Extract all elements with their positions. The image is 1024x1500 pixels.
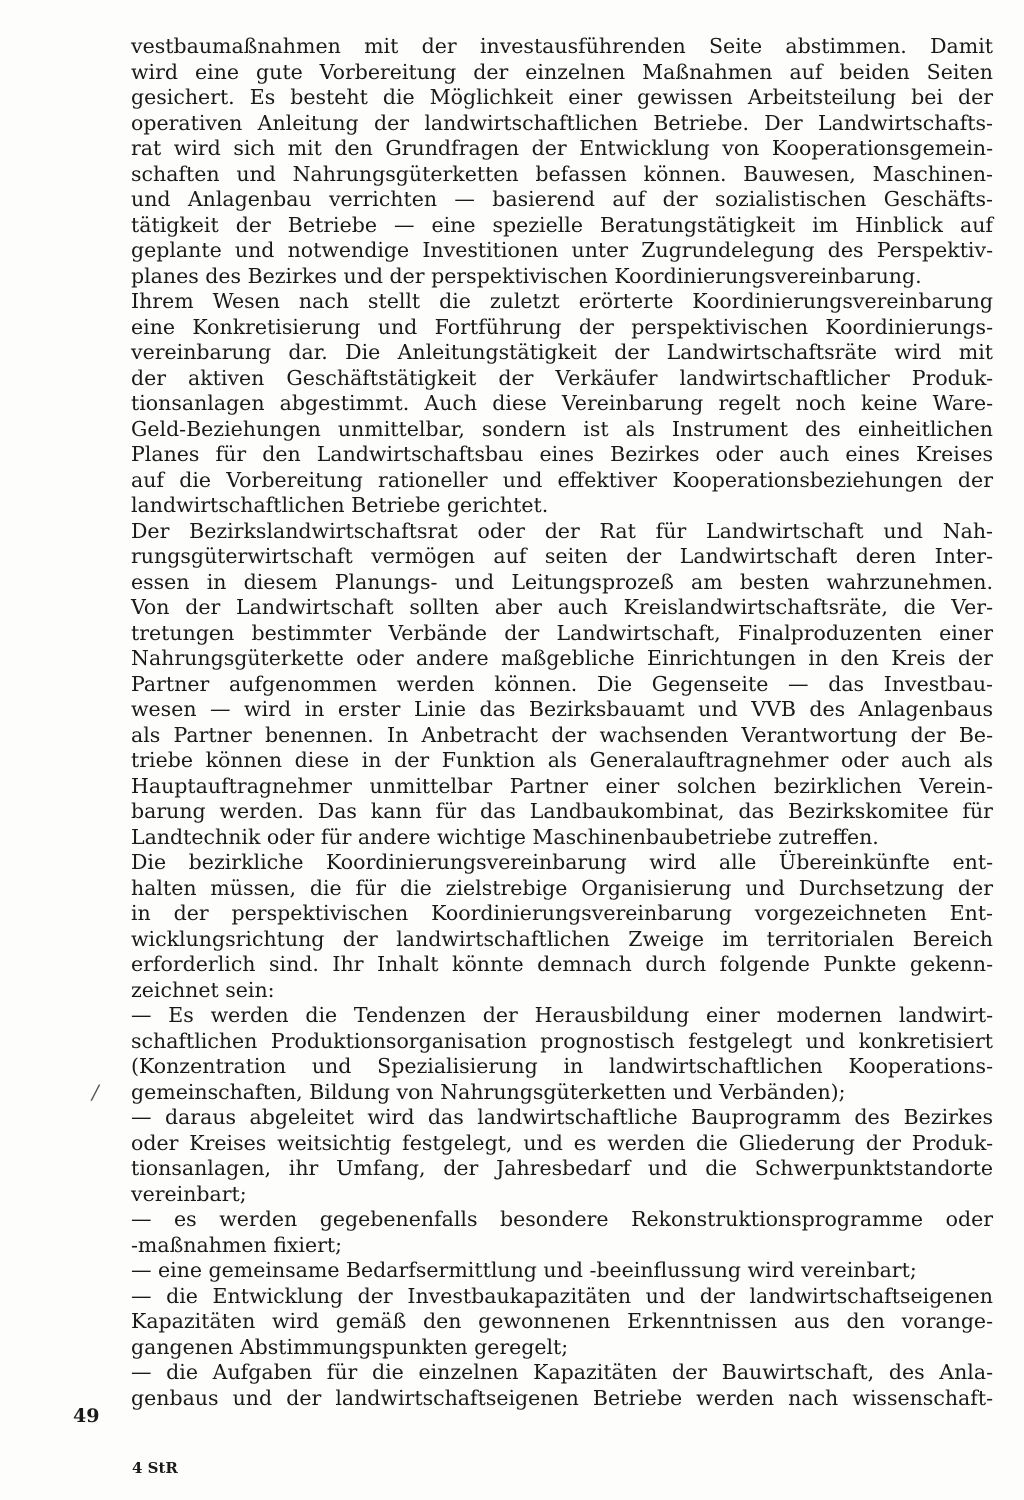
text-line: schaften und Nahrungsgüterketten befassen können. Bauwesen, Maschinen- [131, 161, 993, 186]
text-line: rungsgüterwirtschaft vermögen auf seiten der Landwirtschaft deren Inter- [131, 544, 993, 568]
text-line: tionsanlagen abgestimmt. Auch diese Vereinbarung regelt noch keine Ware- [131, 391, 993, 415]
text-line: zeichnet sein: [131, 977, 275, 1002]
text-line: eine Konkretisierung und Fortführung der perspektivischen Koordinierungs- [131, 314, 993, 339]
text-line: (Konzentration und Spezialisierung in landwirtschaftlichen Kooperations- [131, 1054, 993, 1078]
text-line: wicklungsrichtung der landwirtschaftlichen Zweige im territorialen Bereich [131, 926, 993, 951]
text-line: — die Entwicklung der Investbaukapazitäten und der landwirtschaftseigenen [131, 1283, 993, 1308]
text-line: geplante und notwendige Investitionen unter Zugrundelegung des Perspektiv- [131, 238, 993, 262]
text-line: — die Aufgaben für die einzelnen Kapazitäten der Bauwirtschaft, des Anla- [131, 1360, 993, 1384]
text-line: — daraus abgeleitet wird das landwirtschaftliche Bauprogramm des Bezirkes [131, 1105, 993, 1129]
text-line: wesen — wird in erster Linie das Bezirksbauamt und VVB des Anlagenbaus [131, 697, 993, 721]
text-line: Landtechnik oder für andere wichtige Maschinenbaubetriebe zutreffen. [131, 824, 879, 849]
text-line: — es werden gegebenenfalls besondere Rekonstruktionsprogramme oder [131, 1207, 993, 1231]
text-line: Geld-Beziehungen unmittelbar, sondern ist als Instrument des einheitlichen [131, 416, 993, 441]
text-line: Der Bezirkslandwirtschaftsrat oder der Rat für Landwirtschaft und Nah- [131, 518, 993, 543]
text-line: erforderlich sind. Ihr Inhalt könnte demnach durch folgende Punkte gekenn- [131, 952, 993, 976]
text-line: — eine gemeinsame Bedarfsermittlung und -beeinflussung wird vereinbart; [131, 1258, 917, 1282]
text-line: in der perspektivischen Koordinierungsvereinbarung vorgezeichneten Ent- [131, 901, 993, 925]
body-text [131, 34, 993, 1411]
text-line: oder Kreises weitsichtig festgelegt, und es werden die Gliederung der Produk- [131, 1130, 993, 1155]
text-line: — Es werden die Tendenzen der Herausbildung einer modernen landwirt- [131, 1003, 993, 1027]
text-line: Ihrem Wesen nach stellt die zuletzt erörterte Koordinierungsvereinbarung [131, 289, 993, 313]
text-line: vereinbarung dar. Die Anleitungstätigkeit der Landwirtschaftsräte wird mit [131, 340, 993, 364]
text-line: Kapazitäten wird gemäß den gewonnenen Erkenntnissen aus den vorange- [131, 1309, 993, 1333]
text-line: tätigkeit der Betriebe — eine spezielle Beratungstätigkeit im Hinblick auf [131, 212, 993, 237]
text-line: gemeinschaften, Bildung von Nahrungsgüterketten und Verbänden); [131, 1079, 846, 1104]
text-line: tretungen bestimmter Verbände der Landwirtschaft, Finalproduzenten einer [131, 620, 993, 645]
text-line: Hauptauftragnehmer unmittelbar Partner einer solchen bezirklichen Verein- [131, 773, 993, 798]
text-line: Von der Landwirtschaft sollten aber auch Kreislandwirtschaftsräte, die Ver- [131, 595, 993, 619]
text-line: -maßnahmen fixiert; [131, 1232, 343, 1257]
text-line: Die bezirkliche Koordinierungsvereinbarung wird alle Übereinkünfte ent- [131, 850, 993, 874]
text-line: halten müssen, die für die zielstrebige Organisierung und Durchsetzung der [131, 875, 993, 900]
page-number: 49 [73, 1405, 100, 1427]
text-line: vereinbart; [131, 1181, 247, 1206]
text-line: auf die Vorbereitung rationeller und effektiver Kooperationsbeziehungen der [131, 467, 993, 492]
text-line: gesichert. Es besteht die Möglichkeit einer gewissen Arbeitsteilung bei der [131, 85, 993, 109]
text-line: vestbaumaßnahmen mit der investausführenden Seite abstimmen. Damit [131, 34, 993, 58]
text-line: tionsanlagen, ihr Umfang, der Jahresbedarf und die Schwerpunktstandorte [131, 1156, 993, 1180]
text-line: wird eine gute Vorbereitung der einzelnen Maßnahmen auf beiden Seiten [131, 59, 993, 84]
text-line: und Anlagenbau verrichten — basierend auf der sozialistischen Geschäfts- [131, 187, 993, 211]
text-line: schaftlichen Produktionsorganisation prognostisch festgelegt und konkretisiert [131, 1028, 993, 1053]
text-line: rat wird sich mit den Grundfragen der Entwicklung von Kooperationsgemein- [131, 136, 993, 160]
text-line: triebe können diese in der Funktion als Generalauftragnehmer oder auch als [131, 748, 993, 772]
text-line: genbaus und der landwirtschaftseigenen Betriebe werden nach wissenschaft- [131, 1385, 993, 1410]
text-line: Partner aufgenommen werden können. Die Gegenseite — das Investbau- [131, 671, 993, 696]
signature-mark: 4 StR [132, 1459, 178, 1477]
text-line: der aktiven Geschäftstätigkeit der Verkäufer landwirtschaftlicher Produk- [131, 365, 993, 390]
margin-mark: / [92, 1080, 99, 1104]
text-line: barung werden. Das kann für das Landbaukombinat, das Bezirkskomitee für [131, 799, 993, 823]
text-line: Planes für den Landwirtschaftsbau eines Bezirkes oder auch eines Kreises [131, 442, 993, 466]
text-line: planes des Bezirkes und der perspektivischen Koordinierungsvereinbarung. [131, 263, 922, 288]
text-line: operativen Anleitung der landwirtschaftlichen Betriebe. Der Landwirtschafts- [131, 110, 993, 135]
text-line: als Partner benennen. In Anbetracht der wachsenden Verantwortung der Be- [131, 722, 993, 747]
text-line: landwirtschaftlichen Betriebe gerichtet. [131, 493, 549, 517]
text-line: gangenen Abstimmungspunkten geregelt; [131, 1334, 569, 1359]
text-line: essen in diesem Planungs- und Leitungsprozeß am besten wahrzunehmen. [131, 569, 993, 594]
text-line: Nahrungsgüterkette oder andere maßgebliche Einrichtungen in den Kreis der [131, 646, 993, 670]
